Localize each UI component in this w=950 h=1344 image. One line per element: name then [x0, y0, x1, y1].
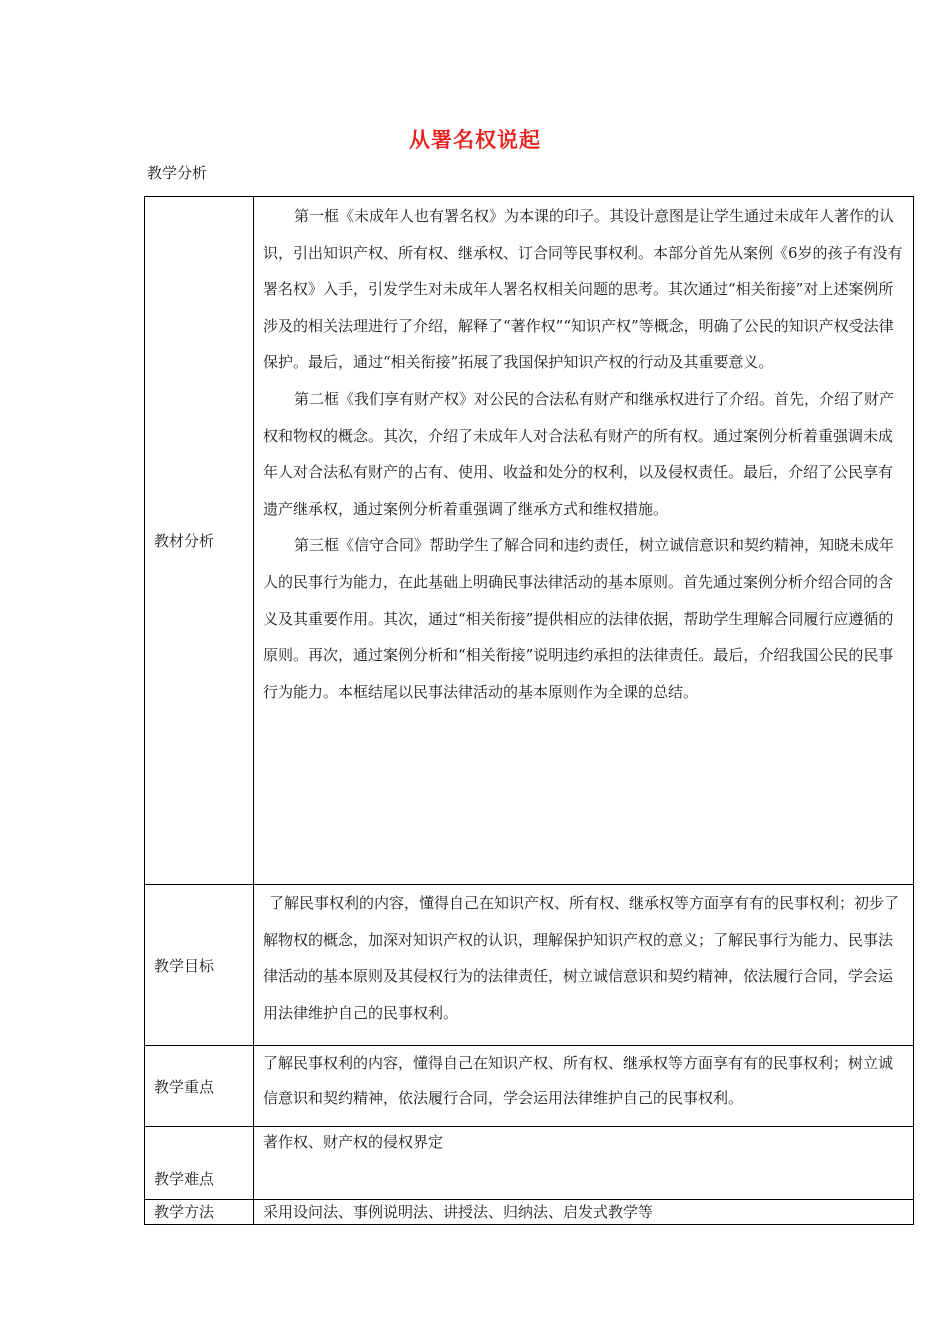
- difficulties-text: 著作权、财产权的侵权界定: [263, 1133, 444, 1151]
- table-row-key-points: [145, 1046, 914, 1127]
- row-label-key-points: 教学重点: [145, 1046, 254, 1127]
- row-label-methods: 教学方法: [145, 1200, 254, 1225]
- row-label-materials: 教材分析: [145, 197, 254, 885]
- table-row-methods: [145, 1200, 914, 1225]
- row-content-goals: [254, 885, 914, 1046]
- materials-paragraph-3: 第三框《信守合同》帮助学生了解合同和违约责任，树立诚信意识和契约精神，知晓未成年人的民事行为能力，在此基础上明确民事法律活动的基本原则。首先通过案例分析介绍合同的含义及其重要作用。其次，通过“相关衔接”提供相应的法律依据，帮助学生理解合同履行应遵循的原则。再次，通过案例分析和“相关衔接”说明违约承担的法律责任。最后，介绍我国公民的民事行为能力。本框结尾以民事法律活动的基本原则作为全课的总结。: [263, 536, 895, 701]
- document-title: 从署名权说起: [409, 128, 541, 152]
- materials-paragraph-2: 第二框《我们享有财产权》对公民的合法私有财产和继承权进行了介绍。首先，介绍了财产权和物权的概念。其次，介绍了未成年人对合法私有财产的所有权。通过案例分析着重强调未成年人对合法私有财产的占有、使用、收益和处分的权利，以及侵权责任。最后，介绍了公民享有遗产继承权，通过案例分析着重强调了继承方式和维权措施。: [263, 389, 895, 518]
- row-content-methods: 采用设问法、事例说明法、讲授法、归纳法、启发式教学等: [254, 1200, 914, 1225]
- table-row-goals: [145, 885, 914, 1046]
- row-content-materials: [254, 197, 914, 885]
- row-label-goals: 教学目标: [145, 885, 254, 1046]
- row-content-key-points: [254, 1046, 914, 1127]
- row-content-difficulties: [254, 1127, 914, 1200]
- table-row-difficulties: [145, 1127, 914, 1200]
- table-row-materials: [145, 197, 914, 885]
- goals-text: 了解民事权利的内容，懂得自己在知识产权、所有权、继承权等方面享有有的民事权利；初步了解物权的概念，加深对知识产权的认识，理解保护知识产权的意义；了解民事行为能力、民事法律活动的基本原则及其侵权行为的法律责任，树立诚信意识和契约精神，依法履行合同，学会运用法律维护自己的民事权利。: [263, 894, 900, 1022]
- row-label-difficulties: 教学难点: [145, 1127, 254, 1200]
- key-points-text: 了解民事权利的内容，懂得自己在知识产权、所有权、继承权等方面享有有的民事权利；树立诚信意识和契约精神，依法履行合同，学会运用法律维护自己的民事权利。: [263, 1054, 894, 1107]
- materials-paragraph-1: 第一框《未成年人也有署名权》为本课的印子。其设计意图是让学生通过未成年人著作的认识，引出知识产权、所有权、继承权、订合同等民事权利。本部分首先从案例《6岁的孩子有没有署名权》入手，引发学生对未成年人署名权相关问题的思考。其次通过“相关衔接”对上述案例所涉及的相关法理进行了介绍，解释了“著作权”“知识产权”等概念，明确了公民的知识产权受法律保护。最后，通过“相关衔接”拓展了我国保护知识产权的行动及其重要意义。: [263, 207, 903, 372]
- teaching-analysis-table: [144, 196, 914, 1225]
- section-label: 教学分析: [147, 164, 208, 182]
